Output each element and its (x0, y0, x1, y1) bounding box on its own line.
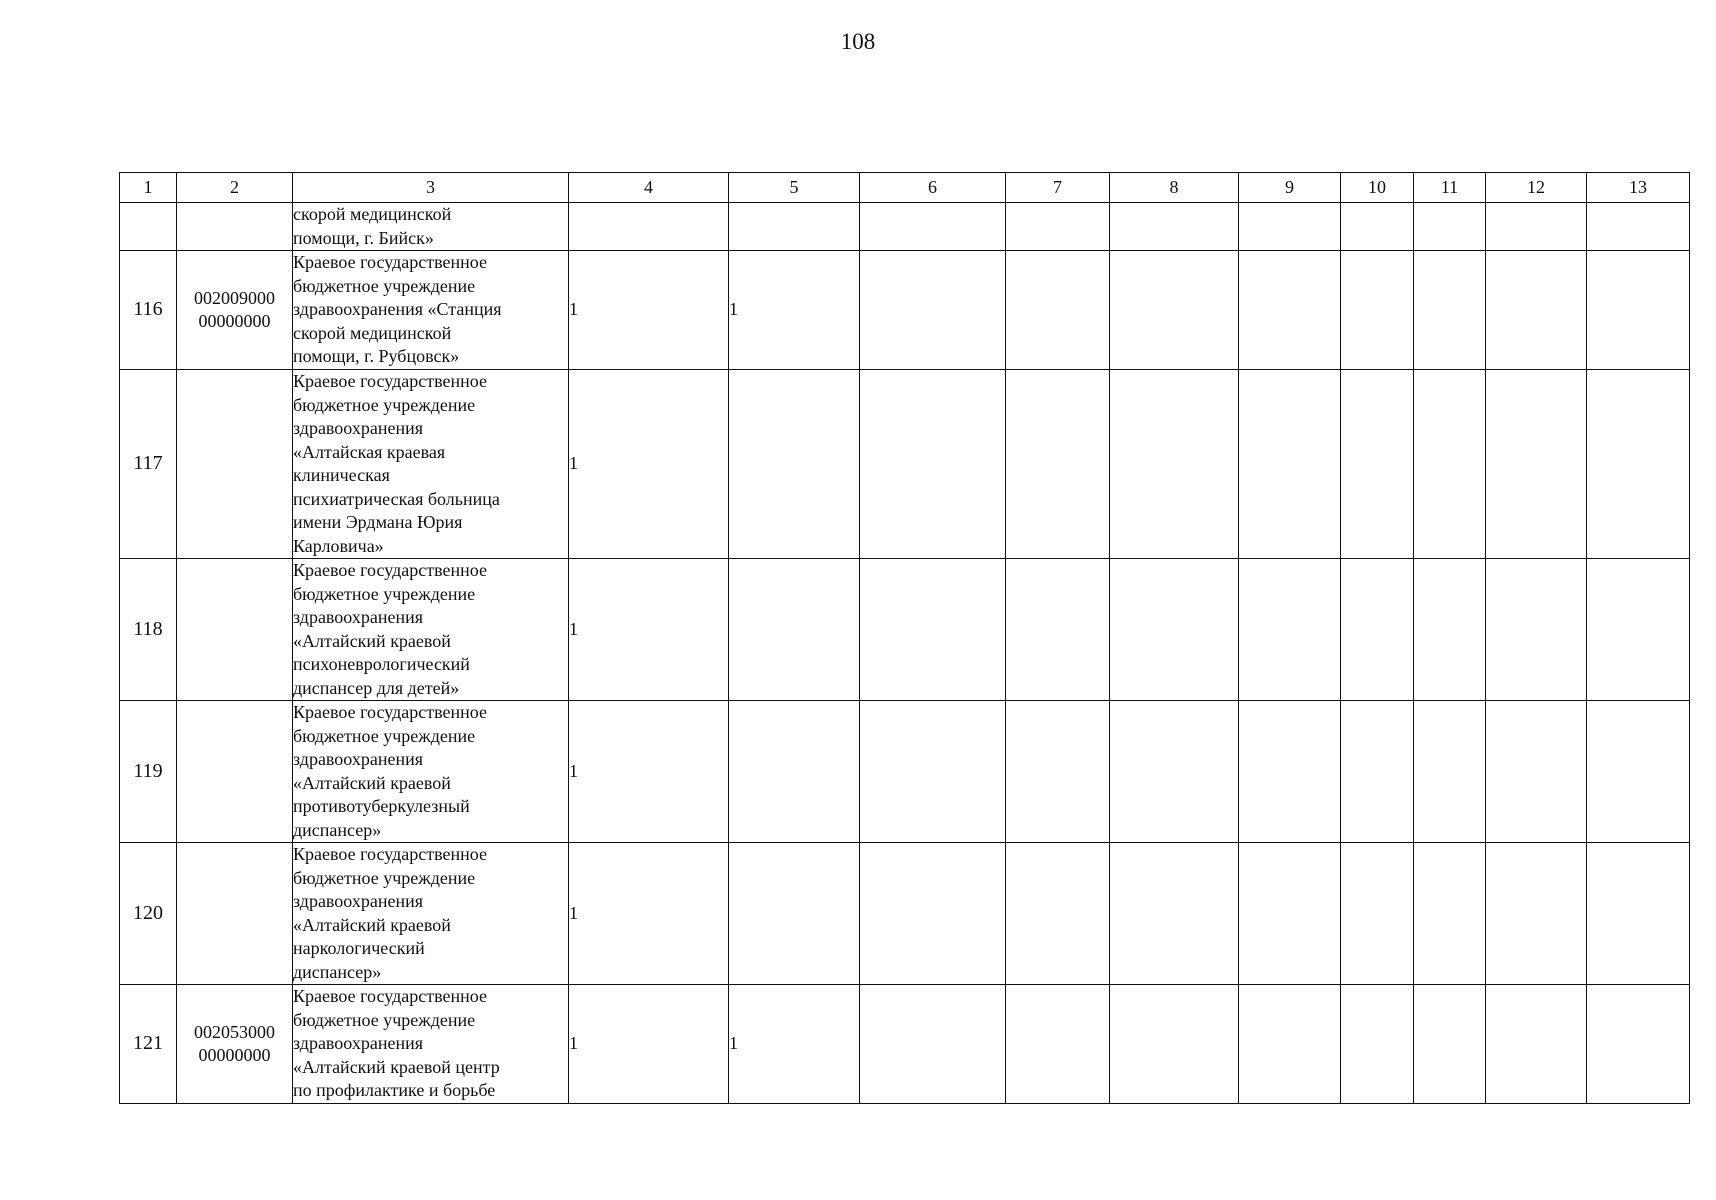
row-col-6 (860, 370, 1006, 559)
column-header: 2 (177, 173, 293, 203)
column-header: 8 (1110, 173, 1239, 203)
data-table (119, 172, 1690, 1104)
row-col-13 (1587, 843, 1690, 985)
row-institution-name: Краевое государственное бюджетное учреждение здравоохранения «Станция скорой медицинской помощи, г. Рубцовск» (293, 251, 569, 370)
table-row (120, 701, 1690, 843)
table-row (120, 370, 1690, 559)
row-col-7 (1006, 370, 1110, 559)
row-col-5 (729, 843, 860, 985)
row-number: 118 (120, 559, 177, 701)
row-col-10 (1341, 251, 1414, 370)
row-col-6 (860, 559, 1006, 701)
table-header (120, 173, 1690, 203)
row-col-7 (1006, 203, 1110, 251)
row-col-5 (729, 370, 860, 559)
row-col-13 (1587, 251, 1690, 370)
column-header: 11 (1414, 173, 1486, 203)
row-col-10 (1341, 701, 1414, 843)
row-number: 119 (120, 701, 177, 843)
column-header: 12 (1486, 173, 1587, 203)
row-col-4: 1 (569, 559, 729, 701)
row-number (120, 203, 177, 251)
row-col-8 (1110, 843, 1239, 985)
header-row (120, 173, 1690, 203)
row-col-6 (860, 843, 1006, 985)
row-col-11 (1414, 251, 1486, 370)
row-col-5: 1 (729, 251, 860, 370)
row-col-4: 1 (569, 701, 729, 843)
row-col-8 (1110, 701, 1239, 843)
row-number: 116 (120, 251, 177, 370)
row-col-10 (1341, 559, 1414, 701)
row-institution-name: Краевое государственное бюджетное учреждение здравоохранения «Алтайский краевой наркологический диспансер» (293, 843, 569, 985)
row-col-11 (1414, 985, 1486, 1104)
row-col-4: 1 (569, 985, 729, 1104)
row-col-8 (1110, 203, 1239, 251)
row-col-13 (1587, 701, 1690, 843)
table-row (120, 559, 1690, 701)
row-col-12 (1486, 203, 1587, 251)
row-col-4: 1 (569, 251, 729, 370)
column-header: 3 (293, 173, 569, 203)
column-header: 1 (120, 173, 177, 203)
row-code (177, 203, 293, 251)
column-header: 6 (860, 173, 1006, 203)
row-col-7 (1006, 701, 1110, 843)
row-col-12 (1486, 985, 1587, 1104)
row-col-10 (1341, 843, 1414, 985)
row-col-9 (1239, 701, 1341, 843)
column-header: 5 (729, 173, 860, 203)
column-header: 13 (1587, 173, 1690, 203)
row-col-9 (1239, 843, 1341, 985)
column-header: 9 (1239, 173, 1341, 203)
row-code: 002009000 00000000 (177, 251, 293, 370)
row-col-12 (1486, 843, 1587, 985)
row-institution-name: Краевое государственное бюджетное учреждение здравоохранения «Алтайская краевая клиническая психиатрическая больница имени Эрдмана Юрия Карловича» (293, 370, 569, 559)
row-col-13 (1587, 370, 1690, 559)
table-row (120, 985, 1690, 1104)
row-col-8 (1110, 370, 1239, 559)
table-body (120, 203, 1690, 1104)
row-col-12 (1486, 370, 1587, 559)
row-col-6 (860, 251, 1006, 370)
row-col-5 (729, 559, 860, 701)
table-row (120, 843, 1690, 985)
row-number: 121 (120, 985, 177, 1104)
column-header: 7 (1006, 173, 1110, 203)
row-col-7 (1006, 559, 1110, 701)
row-col-10 (1341, 203, 1414, 251)
row-institution-name: Краевое государственное бюджетное учреждение здравоохранения «Алтайский краевой психоневрологический диспансер для детей» (293, 559, 569, 701)
row-col-11 (1414, 843, 1486, 985)
row-col-4 (569, 203, 729, 251)
row-col-10 (1341, 985, 1414, 1104)
row-col-9 (1239, 203, 1341, 251)
row-institution-name: Краевое государственное бюджетное учреждение здравоохранения «Алтайский краевой центр по профилактике и борьбе (293, 985, 569, 1104)
row-number: 120 (120, 843, 177, 985)
page-number: 108 (840, 29, 876, 54)
row-col-8 (1110, 251, 1239, 370)
row-col-11 (1414, 203, 1486, 251)
row-col-9 (1239, 370, 1341, 559)
row-col-13 (1587, 559, 1690, 701)
row-col-5: 1 (729, 985, 860, 1104)
row-col-13 (1587, 203, 1690, 251)
row-number: 117 (120, 370, 177, 559)
row-col-9 (1239, 985, 1341, 1104)
row-col-11 (1414, 701, 1486, 843)
table-row (120, 203, 1690, 251)
row-col-13 (1587, 985, 1690, 1104)
row-col-8 (1110, 559, 1239, 701)
row-col-12 (1486, 251, 1587, 370)
row-col-8 (1110, 985, 1239, 1104)
row-col-7 (1006, 843, 1110, 985)
row-col-5 (729, 701, 860, 843)
row-col-6 (860, 203, 1006, 251)
row-col-12 (1486, 559, 1587, 701)
row-col-7 (1006, 985, 1110, 1104)
row-col-11 (1414, 370, 1486, 559)
row-col-5 (729, 203, 860, 251)
row-col-6 (860, 985, 1006, 1104)
row-col-11 (1414, 559, 1486, 701)
row-institution-name: скорой медицинской помощи, г. Бийск» (293, 203, 569, 251)
row-col-10 (1341, 370, 1414, 559)
row-code: 002053000 00000000 (177, 985, 293, 1104)
row-code (177, 370, 293, 559)
table-row (120, 251, 1690, 370)
row-code (177, 701, 293, 843)
row-institution-name: Краевое государственное бюджетное учреждение здравоохранения «Алтайский краевой противотуберкулезный диспансер» (293, 701, 569, 843)
row-col-4: 1 (569, 843, 729, 985)
row-col-9 (1239, 251, 1341, 370)
row-code (177, 559, 293, 701)
column-header: 10 (1341, 173, 1414, 203)
row-col-7 (1006, 251, 1110, 370)
row-col-6 (860, 701, 1006, 843)
row-col-9 (1239, 559, 1341, 701)
column-header: 4 (569, 173, 729, 203)
row-col-12 (1486, 701, 1587, 843)
row-code (177, 843, 293, 985)
row-col-4: 1 (569, 370, 729, 559)
